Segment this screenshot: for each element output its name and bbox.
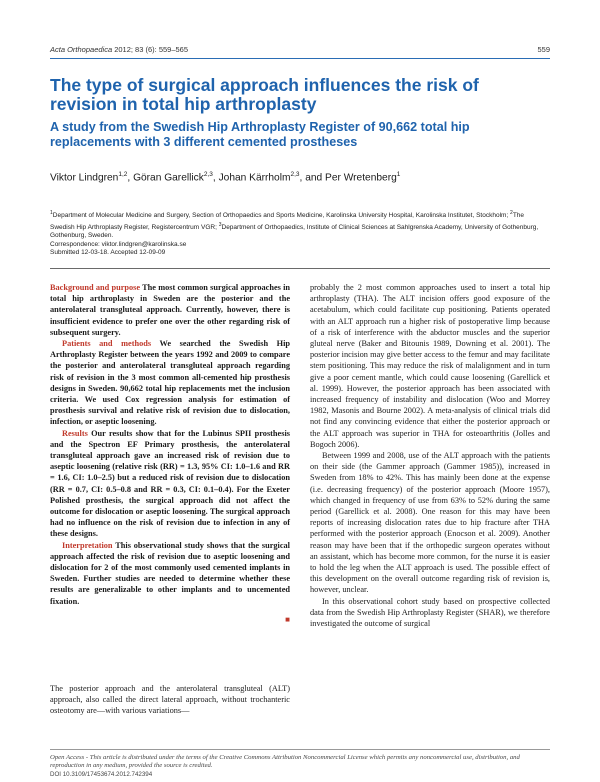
doi: DOI 10.3109/17453674.2012.742394 [50,770,153,778]
correspondence: Correspondence: viktor.lindgren@karolinska.se [50,240,187,248]
author-list [50,171,550,183]
affiliation-sup: 3 [218,221,222,228]
body-intro-left [50,683,290,717]
abstract-background [50,282,290,338]
affiliation-2: The Swedish Hip Arthroplasty Register, Registercentrum VGR; [50,212,525,231]
affiliations [50,209,550,257]
author-separator: , [127,172,134,184]
author-affiliation-sup: 1 [396,171,401,178]
abstract-text: The most common surgical approaches in total hip arthroplasty in Sweden are the posterior and the anterolateral transgluteal approach. Currently, however, there is insufficient evidence to prefer one over the other regarding risk of subsequent surgery. [50,283,290,337]
author-name: Per Wretenberg [325,172,397,184]
author-name: Viktor Lindgren [50,172,119,184]
affiliation-sup: 1 [50,210,53,216]
journal-name: Acta Orthopaedica [50,45,113,54]
section-label: Patients and methods [62,339,152,349]
section-label: Interpretation [62,540,113,550]
article-subtitle: A study from the Swedish Hip Arthroplasty Register of 90,662 total hip replacements with 3 different cemented prostheses [50,120,470,149]
author-affiliation-sup: 2,3 [290,171,300,178]
header-rule [50,58,550,59]
author-affiliation-sup: 1,2 [118,171,128,178]
license-footer [50,754,550,779]
submission-dates: Submitted 12-03-18. Accepted 12-09-09 [50,248,166,256]
abstract-methods [50,338,290,428]
license-text: Open Access - This article is distributed under the terms of the Creative Commons Attribution Noncommercial License which permits any noncommercial use, distribution, and reproduction in any medium, provided the source is credited. [50,754,520,770]
body-column-right [310,282,550,629]
article-title: The type of surgical approach influences the risk of revision in total hip arthroplasty [50,75,479,114]
page-number: 559 [537,45,550,54]
section-label: Results [62,428,88,438]
abstract-interpretation [50,540,290,607]
abstract-text: We searched the Swedish Hip Arthroplasty Register between the years 1992 and 2009 to compare the posterior and anterolateral transgluteal approach regarding risk of revision in the 3 most common all-cemented hip prosthesis designs in Sweden. 90,662 total hip replacements met the inclusion criteria. We used Cox regression analysis for estimation of prosthesis survival and relative risk of revision due to dislocation, infection, or aseptic loosening. [50,339,291,427]
author-affiliation-sup: 2,3 [203,171,213,178]
abstract [50,282,290,625]
body-paragraph: probably the 2 most common approaches used to insert a total hip arthroplasty (THA). The ALT incision offers good exposure of the acetabulum, which could facilitate cup positioning. Patients operated with an ALT approach run a higher risk of postoperative limp because of a risk of interference with the abductor muscles and the superior gluteal nerve (Baker and Bitounis 1989, Downing et al. 2001). The posterior incision may give better access to the femur and may facilitate stem positioning. This may reduce the risk of malalignment and in turn give a poor cement mantle, which could cause loosening (Garellick et al. 1999). However, the posterior approach has been associated with increased frequency of instability and dislocation (Woo and Morrey 1982, Masonis and Bourne 2002). A meta-analysis of clinical trials did not find any convincing evidence that either the posterior approach or the ALT approach was superior in THA for osteoarthritis (Jolles and Bogoch 2006). [310,283,550,449]
affiliation-sup: 2 [510,210,513,216]
body-paragraph: Between 1999 and 2008, use of the ALT approach with the patients on their side (the Gammer approach (Gammer 1985)), increased in Sweden from 18% to 42%. This has mainly been done at the expense (i.e. decreasing frequency) of the posterior approach (Moore 1957), which changed in frequency of use from 63% to 52% during the same period (Garellick et al. 2008). One reason for this may have been reports of increasing dislocation rates due to hip fracture after THA performed with the posterior approach (Enocson et al. 2009). Another reason may have been that if the orthopedic surgeon operates without an assistant, which has become more common, for the nurse it is easier to hold the leg when the ALT approach is used. The possible effect of this development on the overall outcome regarding risk of revision is, however, unclear. [310,451,550,595]
body-paragraph: The posterior approach and the anterolateral transgluteal (ALT) approach, also called the direct lateral approach, without trochanteric osteotomy are—with various variations— [50,684,290,716]
abstract-end-mark: ■ [285,614,290,624]
citation-details: 2012; 83 (6): 559–565 [112,45,189,54]
affiliation-1: Department of Molecular Medicine and Surgery, Section of Orthopaedics and Sports Medicine, Karolinska University Hospital, Karolinska Institutet, Stockholm; [52,212,511,220]
body-paragraph: In this observational cohort study based on prospective collected data from the Swedish Hip Arthroplasty Register (SHAR), we therefore investigated the outcome of surgical [310,596,550,629]
section-label: Background and purpose [50,283,141,292]
running-header-citation [50,45,188,54]
abstract-rule [50,268,550,269]
author-name: Johan Kärrholm [218,172,291,184]
abstract-text: Our results show that for the Lubinus SPII prosthesis and the Spectron EF Primary prosthesis, the anterolateral transgluteal approach gave an increased risk of revision due to aseptic loosening (relative risk (RR) = 1.3, 95% CI: 1.0–1.6 and RR = 1.6, CI: 1.0–2.5) but a reduced risk of revision due to dislocation (RR = 0.7, CI: 0.5–0.8 and RR = 0.3, CI: 0.1–0.4). For the Exeter Polished prosthesis, the surgical approach did not affect the outcome for dislocation or aseptic loosening. The surgical approach had no influence on the risk of revision due to infection in any of these designs. [50,428,290,539]
affiliation-text [50,209,550,241]
affiliation-3: Department of Orthopaedics, Institute of Clinical Sciences at Sahlgrenska Academy, University of Gothenburg, Gothenburg, Sweden. [50,223,539,240]
abstract-text: This observational study shows that the surgical approach affected the risk of revision due to aseptic loosening and dislocation for 2 of the most commonly used cemented implants in Sweden. Further studies are needed to determine whether these results are generalizable to other implants and to uncemented fixation. [50,540,290,606]
author-separator: , and [299,172,326,184]
abstract-results [50,428,290,540]
footer-rule [50,749,550,750]
author-separator: , [212,172,219,184]
author-name: Göran Garellick [133,172,204,184]
